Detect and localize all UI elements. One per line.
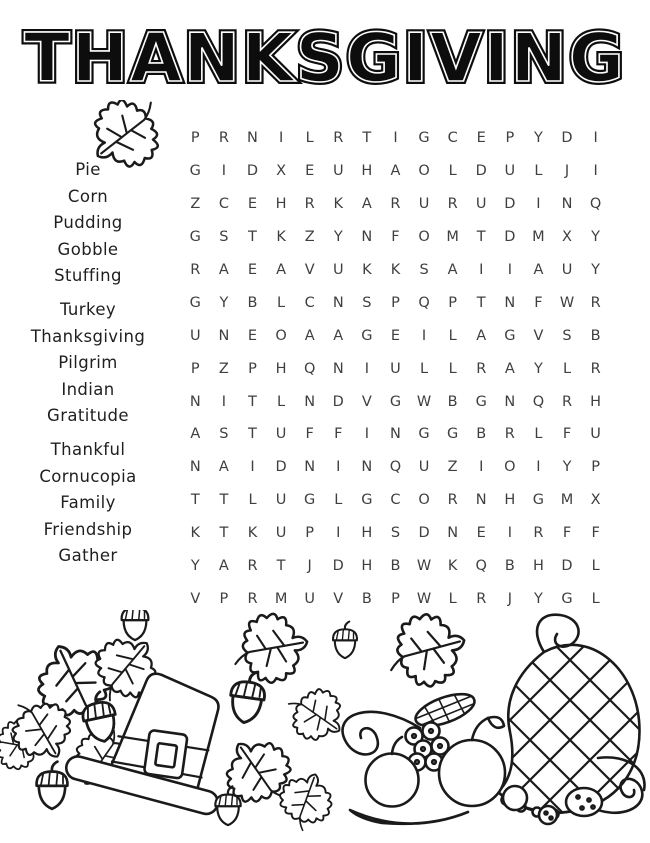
- grid-letter: D: [504, 196, 516, 213]
- grid-letter: T: [476, 229, 486, 246]
- grid-letter: H: [361, 163, 373, 180]
- grid-letter: D: [332, 558, 344, 575]
- grid-letter: M: [274, 590, 288, 607]
- grid-letter: L: [448, 360, 457, 377]
- grid-letter: U: [590, 426, 601, 443]
- letter-grid: [181, 122, 610, 615]
- grid-letter: L: [591, 590, 600, 607]
- grid-letter: Z: [218, 360, 229, 377]
- grid-letter: H: [361, 558, 373, 575]
- grid-letter: A: [476, 327, 487, 344]
- grid-letter: D: [246, 163, 259, 180]
- grid-letter: R: [247, 558, 258, 575]
- grid-letter: P: [391, 590, 400, 607]
- grid-letter: X: [276, 163, 287, 180]
- grid-letter: T: [248, 229, 257, 246]
- grid-letter: K: [333, 196, 344, 213]
- grid-letter: G: [447, 426, 459, 443]
- grid-letter: I: [593, 163, 598, 180]
- word-list-item: Stuffing: [54, 266, 122, 286]
- grid-letter: N: [475, 492, 487, 509]
- grid-letter: I: [250, 459, 255, 476]
- grid-letter: S: [419, 262, 429, 278]
- grid-letter: T: [219, 525, 229, 542]
- grid-letter: T: [190, 492, 200, 509]
- word-list-item: Pudding: [53, 213, 123, 233]
- grid-letter: E: [247, 196, 258, 213]
- grid-letter: T: [276, 558, 286, 575]
- grid-letter: Y: [333, 229, 343, 246]
- squash-illustration: [350, 810, 468, 824]
- grid-letter: I: [364, 360, 369, 377]
- grid-letter: N: [189, 393, 201, 410]
- word-list-item: Pilgrim: [58, 353, 118, 373]
- grid-letter: L: [248, 492, 257, 509]
- grid-letter: Y: [190, 558, 200, 575]
- grid-letter: Y: [591, 262, 601, 278]
- grid-letter: E: [247, 327, 258, 344]
- grid-letter: B: [504, 558, 515, 575]
- grid-letter: K: [447, 558, 458, 575]
- grid-letter: I: [221, 393, 227, 410]
- grid-letter: D: [332, 393, 344, 410]
- grid-letter: R: [476, 360, 487, 377]
- grid-letter: R: [590, 294, 601, 311]
- oak-leaf-icon: [379, 610, 473, 695]
- grid-letter: O: [275, 327, 287, 344]
- grid-letter: N: [332, 294, 344, 311]
- grid-letter: R: [247, 590, 258, 607]
- grid-letter: M: [446, 229, 459, 246]
- grid-letter: A: [218, 558, 229, 575]
- grid-letter: U: [561, 262, 573, 278]
- grid-letter: I: [593, 130, 598, 147]
- grid-letter: A: [276, 262, 287, 278]
- grid-letter: B: [476, 426, 487, 443]
- grid-letter: I: [364, 426, 369, 443]
- grid-letter: V: [533, 327, 544, 344]
- grid-letter: X: [590, 492, 601, 509]
- grid-letter: K: [276, 229, 286, 246]
- grid-letter: G: [189, 163, 201, 180]
- grid-letter: I: [393, 130, 398, 147]
- grid-letter: L: [334, 492, 343, 509]
- grid-letter: X: [562, 229, 572, 246]
- grid-letter: O: [418, 492, 430, 509]
- grid-letter: C: [447, 130, 458, 147]
- grid-letter: Z: [190, 196, 201, 213]
- grid-letter: S: [562, 327, 572, 344]
- grid-letter: E: [305, 163, 315, 180]
- grid-letter: P: [591, 459, 600, 476]
- grid-letter: C: [218, 196, 229, 213]
- grid-letter: J: [307, 558, 312, 575]
- apple-illustration: [439, 717, 505, 806]
- grid-letter: H: [504, 492, 516, 509]
- grid-letter: H: [275, 360, 287, 377]
- grid-letter: A: [447, 262, 458, 278]
- grid-letter: B: [247, 294, 258, 311]
- grid-letter: U: [418, 196, 430, 213]
- grid-letter: A: [218, 459, 229, 476]
- grid-letter: P: [190, 360, 200, 377]
- grid-letter: S: [219, 229, 229, 246]
- grid-letter: N: [504, 294, 516, 311]
- grid-letter: N: [218, 327, 230, 344]
- grid-letter: L: [277, 294, 286, 311]
- grid-letter: E: [247, 262, 258, 278]
- grid-letter: K: [390, 262, 401, 278]
- grid-letter: I: [336, 459, 341, 476]
- grid-letter: A: [504, 360, 515, 377]
- grid-letter: R: [590, 360, 601, 377]
- grid-letter: I: [507, 262, 512, 278]
- grid-letter: K: [247, 525, 258, 542]
- grid-letter: E: [476, 525, 486, 542]
- grid-letter: U: [275, 525, 287, 542]
- grid-letter: I: [421, 327, 427, 344]
- grid-letter: R: [504, 426, 515, 443]
- grid-letter: Y: [562, 459, 572, 476]
- grid-letter: Q: [532, 393, 545, 410]
- grid-letter: N: [304, 459, 316, 476]
- grid-letter: V: [304, 262, 315, 278]
- grid-letter: Q: [303, 360, 316, 377]
- grid-letter: U: [390, 360, 401, 377]
- grid-letter: B: [590, 327, 601, 344]
- grid-letter: D: [275, 459, 287, 476]
- grid-letter: N: [189, 459, 201, 476]
- grid-letter: H: [361, 525, 373, 542]
- grid-letter: Z: [304, 229, 315, 246]
- grid-letter: D: [561, 130, 573, 147]
- grid-letter: D: [418, 525, 430, 542]
- grid-letter: U: [304, 590, 315, 607]
- acorn-icon: [37, 762, 68, 809]
- grid-letter: K: [190, 525, 201, 542]
- grid-letter: Y: [533, 590, 543, 607]
- grid-letter: D: [561, 558, 573, 575]
- grid-letter: F: [305, 426, 314, 443]
- grid-letter: P: [448, 294, 458, 311]
- grid-letter: J: [564, 163, 570, 180]
- grid-letter: Z: [447, 459, 458, 476]
- grid-letter: A: [218, 262, 229, 278]
- grid-letter: T: [476, 294, 486, 311]
- grid-letter: V: [361, 393, 372, 410]
- grid-letter: S: [362, 294, 372, 311]
- grid-letter: G: [532, 492, 545, 509]
- word-list-item: Turkey: [59, 299, 117, 319]
- grid-letter: D: [475, 163, 487, 180]
- grid-letter: N: [561, 196, 573, 213]
- grid-letter: O: [504, 459, 516, 476]
- grid-letter: F: [534, 294, 543, 311]
- word-list-item: Gratitude: [47, 406, 129, 426]
- grid-letter: H: [275, 196, 287, 213]
- grid-letter: E: [476, 130, 486, 147]
- grid-letter: R: [390, 196, 401, 213]
- word-list-item: Cornucopia: [39, 466, 137, 486]
- grid-letter: F: [334, 426, 343, 443]
- grid-letter: K: [362, 262, 372, 278]
- grid-letter: Q: [418, 294, 430, 311]
- grid-letter: N: [304, 393, 316, 410]
- grid-letter: I: [507, 525, 512, 542]
- grid-letter: I: [221, 163, 227, 180]
- grid-letter: G: [304, 492, 316, 509]
- grid-letter: W: [559, 294, 575, 311]
- grid-letter: T: [248, 393, 257, 410]
- oak-leaf-icon: [228, 610, 313, 688]
- grid-letter: G: [189, 229, 201, 246]
- grid-letter: U: [418, 459, 430, 476]
- corn-illustration: [412, 688, 479, 733]
- word-list-item: Indian: [61, 379, 115, 399]
- grid-letter: N: [390, 426, 401, 443]
- grid-letter: W: [416, 590, 432, 607]
- acorn-icon: [122, 610, 149, 640]
- grid-letter: N: [247, 130, 258, 147]
- oak-leaf-icon: [278, 677, 354, 752]
- grid-letter: F: [591, 525, 600, 542]
- grid-letter: O: [418, 229, 430, 246]
- grid-letter: M: [532, 229, 545, 246]
- grid-letter: N: [361, 459, 373, 476]
- grid-letter: A: [533, 262, 544, 278]
- grid-letter: L: [591, 558, 600, 575]
- grid-letter: G: [361, 327, 373, 344]
- grid-letter: R: [447, 492, 458, 509]
- grid-letter: I: [479, 262, 484, 278]
- grid-letter: F: [391, 229, 400, 246]
- apple-illustration: [366, 737, 419, 807]
- grid-letter: R: [476, 590, 487, 607]
- grid-letter: G: [504, 327, 516, 344]
- grid-letter: G: [361, 492, 373, 509]
- word-list-item: Pie: [75, 160, 101, 179]
- grid-letter: G: [418, 426, 430, 443]
- grid-letter: N: [361, 229, 373, 246]
- grid-letter: P: [248, 360, 257, 377]
- grid-letter: R: [533, 525, 544, 542]
- grid-letter: L: [534, 163, 543, 180]
- grid-letter: L: [448, 327, 457, 344]
- word-list-item: Thanksgiving: [30, 326, 146, 346]
- acorn-icon: [333, 622, 357, 659]
- grid-letter: I: [536, 459, 541, 476]
- grid-letter: N: [504, 393, 516, 410]
- grid-letter: Y: [533, 130, 543, 147]
- grid-letter: C: [390, 492, 401, 509]
- page-title: THANKSGIVING THANKSGIVING: [0, 10, 650, 110]
- grid-letter: O: [418, 163, 430, 180]
- grid-letter: L: [448, 163, 457, 180]
- grid-letter: L: [448, 590, 457, 607]
- grid-letter: Q: [475, 558, 487, 575]
- grid-letter: Y: [219, 294, 229, 311]
- grid-letter: W: [416, 558, 432, 575]
- grid-letter: B: [361, 590, 372, 607]
- word-list-item: Corn: [67, 186, 109, 206]
- grid-letter: D: [504, 229, 516, 246]
- grid-letter: I: [536, 196, 541, 213]
- grid-letter: U: [189, 327, 201, 344]
- grid-letter: G: [189, 294, 201, 311]
- grid-letter: U: [275, 426, 287, 443]
- grid-letter: V: [333, 590, 344, 607]
- grid-letter: I: [278, 130, 284, 147]
- grid-letter: N: [447, 525, 459, 542]
- grid-letter: U: [332, 163, 344, 180]
- grid-letter: F: [562, 426, 572, 443]
- grid-letter: R: [304, 196, 315, 213]
- grid-letter: S: [219, 426, 229, 443]
- bottom-illustration: [0, 610, 650, 843]
- grid-letter: R: [218, 130, 229, 147]
- grid-letter: V: [190, 590, 201, 607]
- grid-letter: N: [332, 360, 344, 377]
- grid-letter: P: [305, 525, 315, 542]
- grid-letter: U: [475, 196, 487, 213]
- grid-letter: Q: [589, 196, 602, 213]
- grid-letter: U: [275, 492, 287, 509]
- grid-letter: I: [336, 525, 341, 542]
- grid-letter: Y: [533, 360, 543, 377]
- grid-letter: G: [418, 130, 430, 147]
- grid-letter: Y: [591, 229, 601, 246]
- grid-letter: L: [562, 360, 572, 377]
- grid-letter: L: [305, 130, 314, 147]
- word-list-item: Gather: [58, 546, 118, 566]
- grid-letter: W: [416, 393, 432, 410]
- grid-letter: G: [475, 393, 487, 410]
- grid-letter: G: [561, 590, 573, 607]
- grid-letter: R: [561, 393, 573, 410]
- grid-letter: L: [534, 426, 543, 443]
- grid-letter: G: [389, 393, 402, 410]
- grid-letter: H: [590, 393, 602, 410]
- grid-letter: L: [420, 360, 429, 377]
- grid-letter: T: [219, 492, 229, 509]
- grid-letter: C: [304, 294, 315, 311]
- grid-letter: I: [479, 459, 484, 476]
- grid-letter: A: [333, 327, 344, 344]
- word-list-item: Thankful: [50, 439, 126, 459]
- grid-letter: P: [190, 130, 200, 147]
- grid-letter: A: [304, 327, 315, 344]
- grid-letter: A: [190, 426, 201, 443]
- grid-letter: U: [332, 262, 344, 278]
- grid-letter: S: [390, 525, 401, 542]
- grid-letter: P: [391, 294, 400, 311]
- grid-letter: B: [447, 393, 458, 410]
- grid-letter: P: [219, 590, 229, 607]
- word-list-item: Friendship: [43, 519, 133, 539]
- grid-letter: R: [190, 262, 201, 278]
- grid-letter: T: [362, 130, 372, 147]
- grid-letter: B: [390, 558, 401, 575]
- grid-letter: A: [361, 196, 372, 213]
- grid-letter: F: [562, 525, 572, 542]
- grid-letter: H: [532, 558, 544, 575]
- word-list-item: Gobble: [57, 239, 119, 259]
- grid-letter: M: [560, 492, 574, 509]
- grid-letter: U: [504, 163, 516, 180]
- grid-letter: J: [507, 590, 512, 607]
- grid-letter: L: [277, 393, 286, 410]
- grid-letter: P: [505, 130, 515, 147]
- word-list: [6, 157, 170, 570]
- grid-letter: R: [447, 196, 458, 213]
- grid-letter: R: [333, 130, 344, 147]
- grid-letter: A: [390, 163, 401, 180]
- grid-letter: T: [248, 426, 257, 443]
- grid-letter: E: [390, 327, 401, 344]
- word-list-item: Family: [60, 493, 116, 513]
- grid-letter: Q: [389, 459, 402, 476]
